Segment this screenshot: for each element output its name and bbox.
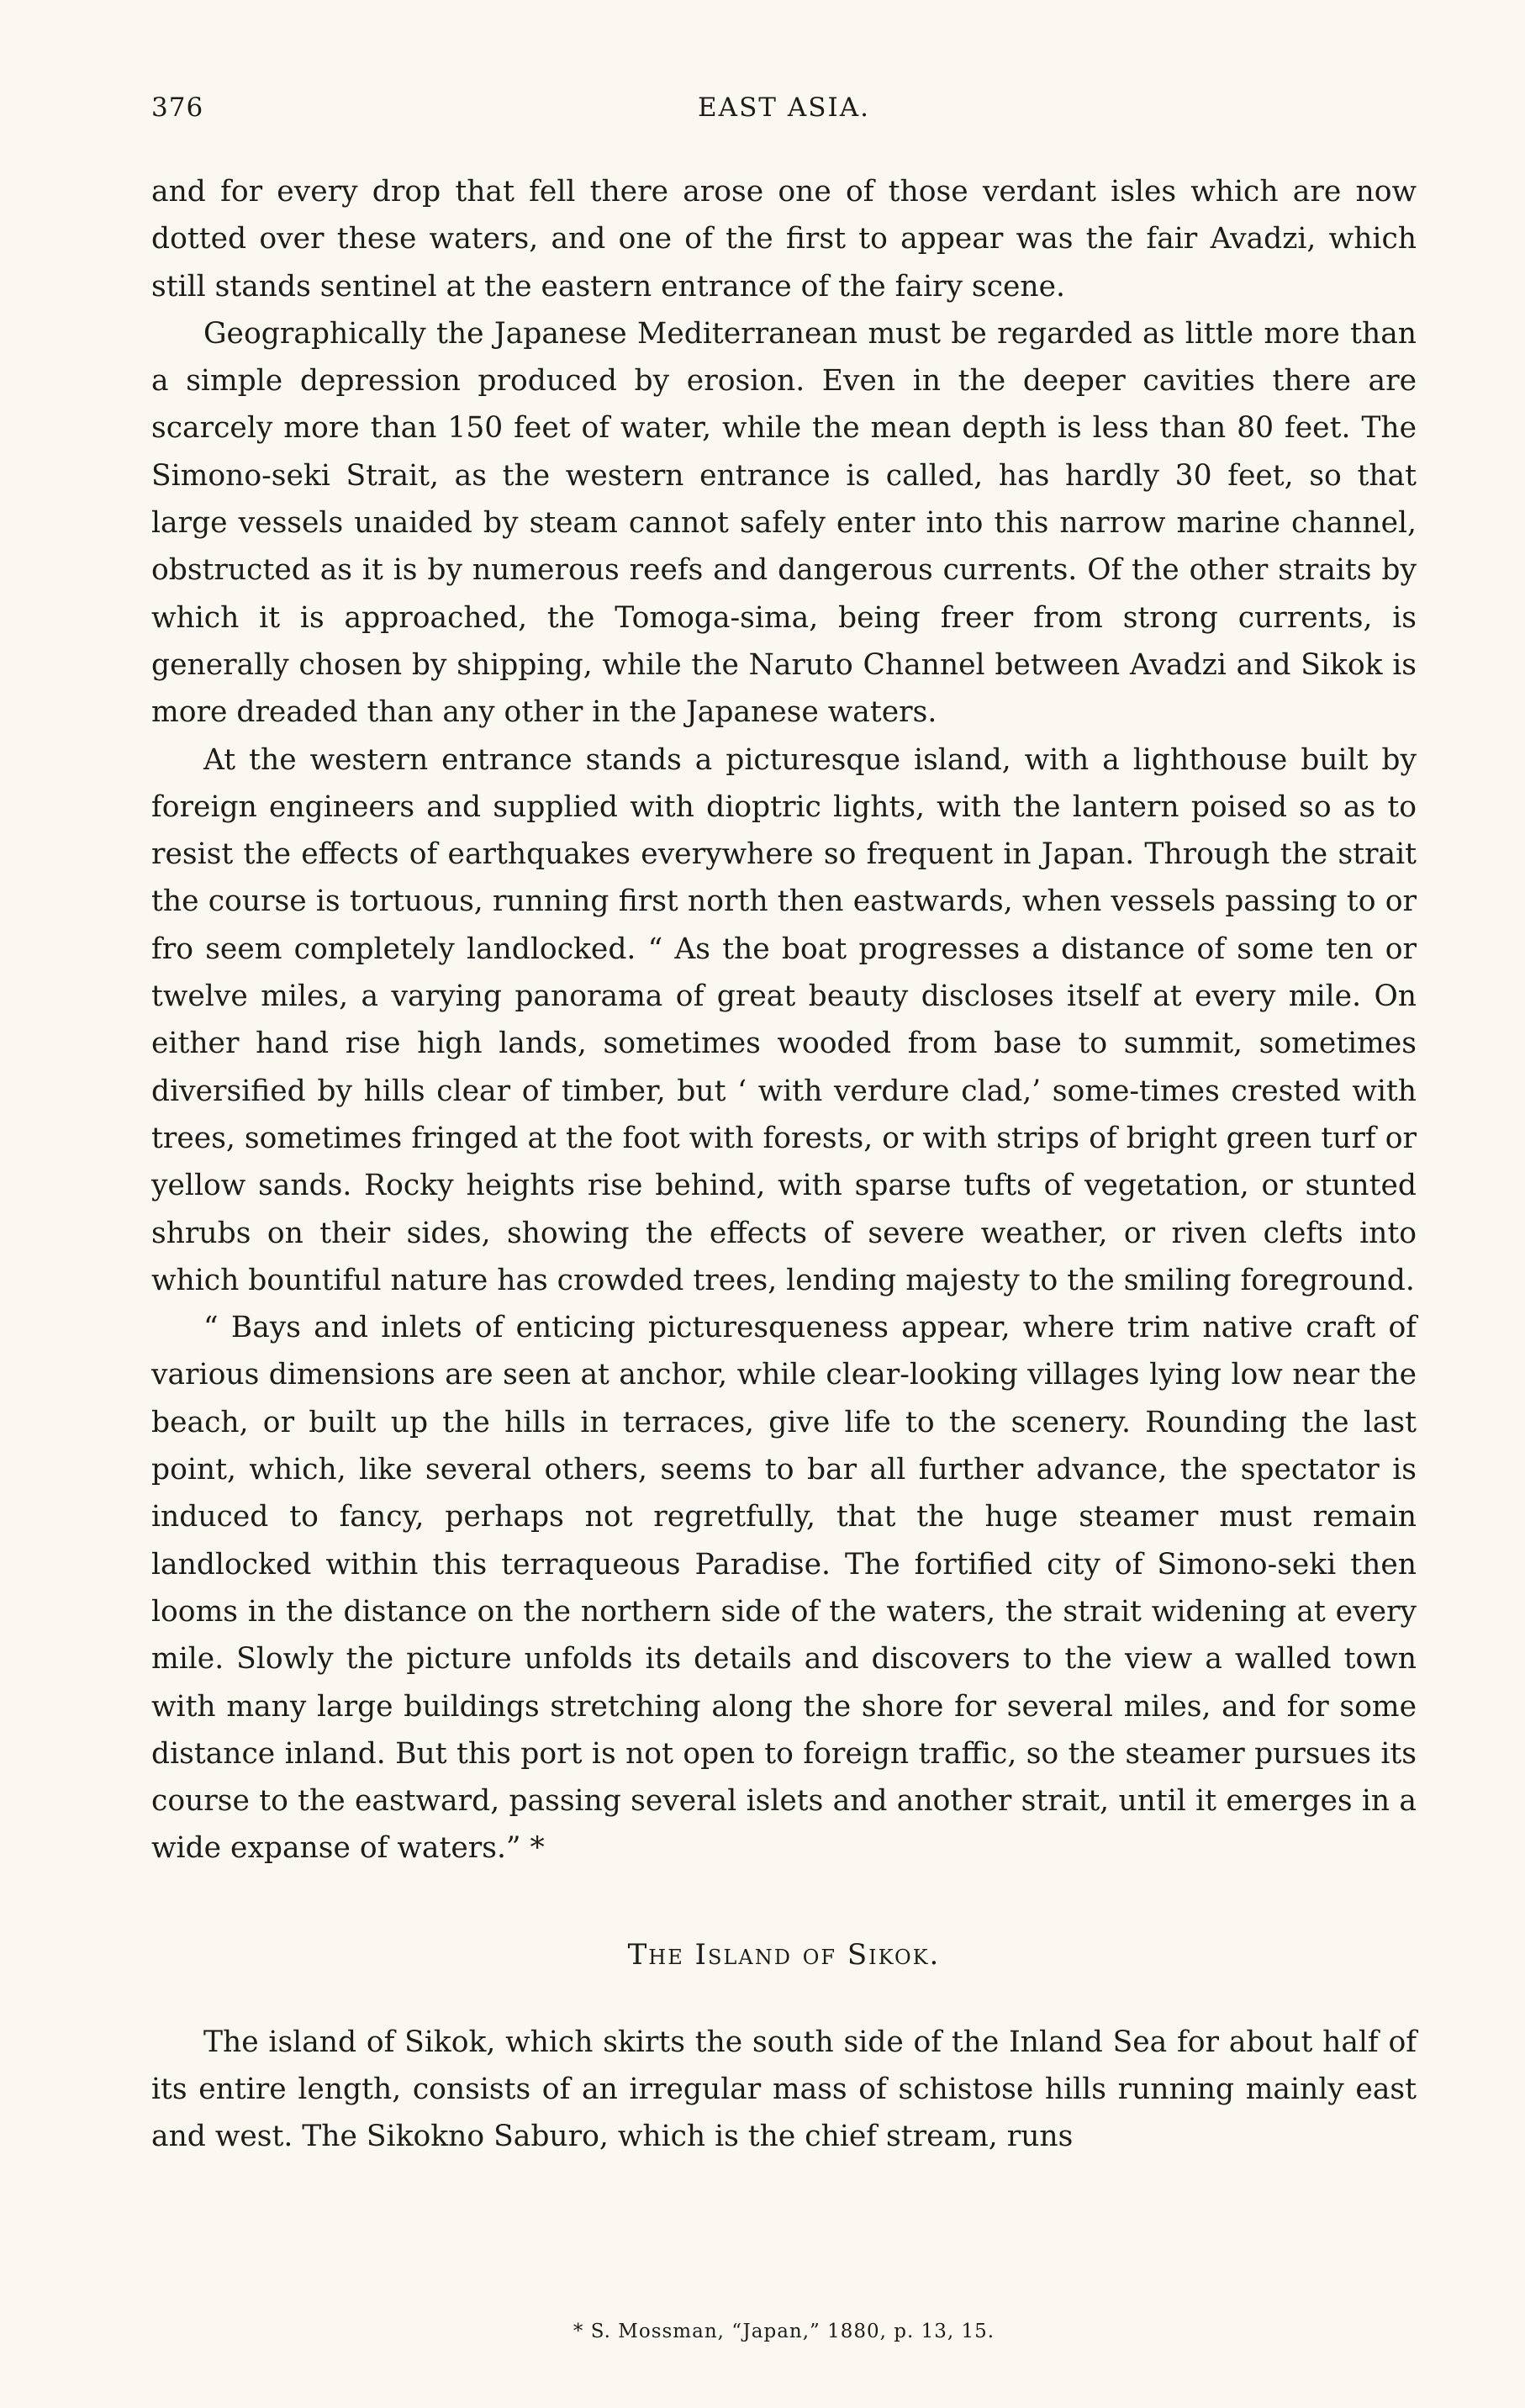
section-heading: The Island of Sikok. xyxy=(627,1937,941,1972)
paragraph-bays-and-inlets: “ Bays and inlets of enticing picturesqueness appear, where trim native craft of various dimensions are seen at anchor, while clear-looking villages lying low near the beach, or built up the hills in terraces, give life to the scenery. Rounding the last point, which, like several others, seems to bar all further advance, the spectator is induced to fancy, perhaps not regretfully, that the huge steamer must remain landlocked within this terraqueous Paradise. The fortified city of Simono-seki then looms in the distance on the northern side of the waters, the strait widening at every mile. Slowly the picture unfolds its details and discovers to the view a walled town with many large buildings stretching along the shore for several miles, and for some distance inland. But this port is not open to foreign traffic, so the steamer pursues its course to the eastward, passing several islets and another strait, until it emerges in a wide expanse of waters.” * xyxy=(151,1311,1417,1866)
paragraph-geography: Geographically the Japanese Mediterranean must be regarded as little more than a simple depression produced by erosion. Even in the deeper cavities there are scarcely more than 150 feet of water, while the mean depth is less than 80 feet. The Simono-seki Strait, as the western entrance is called, has hardly 30 feet, so that large vessels unaided by steam cannot safely enter into this narrow marine channel, obstructed as it is by numerous reefs and dangerous currents. Of the other straits by which it is approached, the Tomoga-sima, being freer from strong currents, is generally chosen by shipping, while the Naruto Channel between Avadzi and Sikok is more dreaded than any other in the Japanese waters. xyxy=(151,316,1417,730)
body-text xyxy=(151,168,1417,2161)
page-number: 376 xyxy=(151,92,204,123)
footnote: * S. Mossman, “Japan,” 1880, p. 13, 15. xyxy=(573,2321,995,2342)
running-head xyxy=(151,92,1417,135)
paragraph-continuation: and for every drop that fell there arose one of those verdant isles which are now dotted over these waters, and one of the first to appear was the fair Avadzi, which still stands sentinel at the eastern entrance of the fairy scene. xyxy=(151,175,1417,304)
paragraph-island-of-sikok: The island of Sikok, which skirts the south side of the Inland Sea for about half of its entire length, consists of an irregular mass of schistose hills running mainly east and west. The Sikokno Saburo, which is the chief stream, runs xyxy=(151,2025,1417,2154)
running-title: EAST ASIA. xyxy=(698,92,870,123)
paragraph-western-entrance: At the western entrance stands a picturesque island, with a lighthouse built by foreign engineers and supplied with dioptric lights, with the lantern poised so as to resist the effects of earthquakes everywhere so frequent in Japan. Through the strait the course is tortuous, running first north then eastwards, when vessels passing to or fro seem completely landlocked. “ As the boat progresses a distance of some ten or twelve miles, a varying panorama of great beauty discloses itself at every mile. On either hand rise high lands, sometimes wooded from base to summit, sometimes diversified by hills clear of timber, but ‘ with verdure clad,’ some-times crested with trees, sometimes fringed at the foot with forests, or with strips of bright green turf or yellow sands. Rocky heights rise behind, with sparse tufts of vegetation, or stunted shrubs on their sides, showing the effects of severe weather, or riven clefts into which bountiful nature has crowded trees, lending majesty to the smiling foreground. xyxy=(151,742,1417,1297)
